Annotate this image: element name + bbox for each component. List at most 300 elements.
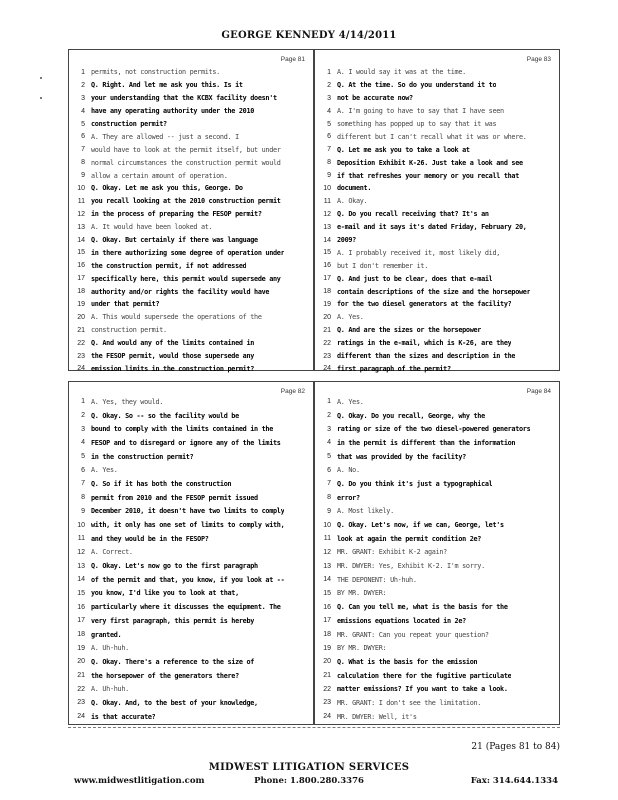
transcript-line <box>315 450 559 464</box>
line-number: 5 <box>327 120 331 128</box>
transcript-lines <box>69 66 313 375</box>
line-text: Q. Okay. Do you recall, George, why the <box>337 411 485 420</box>
transcript-line <box>315 587 559 601</box>
transcript-line <box>69 682 313 696</box>
line-number: 20 <box>77 658 85 666</box>
line-text: A. They are allowed -- just a second. I <box>91 132 239 141</box>
line-text: A. Uh-huh. <box>91 685 129 694</box>
line-number: 14 <box>323 236 331 244</box>
transcript-line <box>69 169 313 182</box>
line-text: matter emissions? If you want to take a look. <box>337 685 508 694</box>
line-number: 18 <box>77 288 85 296</box>
transcript-line <box>315 559 559 573</box>
transcript-line <box>315 182 559 195</box>
line-text: construction permit? <box>91 120 167 128</box>
line-text: would have to look at the permit itself, but under <box>91 145 281 154</box>
line-text: Q. And would any of the limits contained in <box>91 339 255 348</box>
line-number: 4 <box>81 107 85 115</box>
transcript-line <box>69 641 313 655</box>
transcript-line <box>69 600 313 614</box>
line-number: 21 <box>323 672 331 680</box>
transcript-header: GEORGE KENNEDY 4/14/2011 <box>221 30 397 41</box>
page-quadrant-81 <box>68 49 314 371</box>
margin-mark <box>40 97 42 99</box>
transcript-line <box>69 234 313 247</box>
line-text: bound to comply with the limits contained in the <box>91 425 274 434</box>
line-text: Q. So if it has both the construction <box>91 479 232 488</box>
line-text: Q. Okay. Let's now, if we can, George, let's <box>337 521 504 530</box>
line-number: 23 <box>77 352 85 360</box>
line-number: 6 <box>81 466 85 474</box>
line-text: ratings in the e-mail, which is K-26, are they <box>337 339 512 348</box>
transcript-line <box>315 130 559 143</box>
line-number: 11 <box>77 197 85 205</box>
transcript-line <box>69 587 313 601</box>
transcript-line <box>315 221 559 234</box>
line-text: very first paragraph, this permit is hereby <box>91 616 255 625</box>
line-text: A. I'm going to have to say that I have seen <box>337 107 504 116</box>
line-number: 15 <box>77 249 85 257</box>
transcript-line <box>69 573 313 587</box>
line-number: 16 <box>77 603 85 611</box>
line-text: Q. Do you think it's just a typographical <box>337 479 493 488</box>
transcript-line <box>315 337 559 350</box>
line-text: e-mail and it says it's dated Friday, February 20, <box>337 223 527 232</box>
line-number: 24 <box>323 713 331 721</box>
transcript-line <box>315 696 559 710</box>
line-text: A. Yes. <box>91 466 118 475</box>
line-text: different but I can't recall what it was or where. <box>337 132 527 141</box>
transcript-line <box>315 395 559 409</box>
line-number: 2 <box>327 81 331 89</box>
line-number: 23 <box>323 352 331 360</box>
transcript-line <box>315 600 559 614</box>
line-text: something has popped up to say that it was <box>337 120 497 128</box>
transcript-lines <box>315 66 559 375</box>
line-number: 2 <box>81 81 85 89</box>
line-number: 1 <box>327 398 331 406</box>
line-text: emissions equations located in 2e? <box>337 616 466 625</box>
line-text: MR. GRANT: I don't see the limitation. <box>337 698 482 707</box>
page-range: 21 (Pages 81 to 84) <box>471 742 560 752</box>
line-number: 16 <box>323 262 331 270</box>
transcript-line <box>69 130 313 143</box>
transcript-line <box>315 246 559 259</box>
line-text: A. Uh-huh. <box>91 644 129 653</box>
transcript-line <box>315 208 559 221</box>
line-text: MR. GRANT: Can you repeat your question? <box>337 630 489 639</box>
transcript-line <box>315 79 559 92</box>
transcript-line <box>315 92 559 105</box>
line-number: 10 <box>323 184 331 192</box>
line-text: particularly where it discusses the equipment. The <box>91 603 281 612</box>
line-number: 18 <box>77 631 85 639</box>
line-text: December 2010, it doesn't have two limits to comply <box>91 507 285 516</box>
line-number: 22 <box>77 339 85 347</box>
page-label: Page 83 <box>526 56 551 63</box>
line-number: 14 <box>77 236 85 244</box>
transcript-line <box>69 156 313 169</box>
transcript-line <box>69 350 313 363</box>
fax-number: Fax: 314.644.1334 <box>470 776 558 786</box>
line-number: 5 <box>81 453 85 461</box>
transcript-line <box>69 195 313 208</box>
transcript-line <box>315 143 559 156</box>
transcript-line <box>69 66 313 79</box>
transcript-line <box>69 118 313 131</box>
page-label: Page 81 <box>280 56 305 63</box>
line-number: 6 <box>81 133 85 141</box>
page-label: Page 82 <box>280 388 305 395</box>
transcript-line <box>315 259 559 272</box>
transcript-line <box>315 682 559 696</box>
website-link[interactable]: www.midwestlitigation.com <box>74 776 205 786</box>
line-text: but I don't remember it. <box>337 261 429 270</box>
line-number: 21 <box>323 326 331 334</box>
transcript-line <box>69 409 313 423</box>
transcript-line <box>315 350 559 363</box>
line-number: 2 <box>81 412 85 420</box>
line-text: your understanding that the KCBX facility doesn't <box>91 94 277 103</box>
line-text: Q. And are the sizes or the horsepower <box>337 326 482 335</box>
line-number: 10 <box>323 521 331 529</box>
line-number: 5 <box>327 453 331 461</box>
line-text: Q. Okay. So -- so the facility would be <box>91 411 239 420</box>
line-number: 1 <box>327 68 331 76</box>
transcript-line <box>69 208 313 221</box>
line-text: document. <box>337 184 372 193</box>
line-text: that was provided by the facility? <box>337 452 466 461</box>
footer-rule <box>68 727 560 728</box>
transcript-line <box>315 362 559 375</box>
transcript-line <box>315 669 559 683</box>
line-text: normal circumstances the construction permit would <box>91 158 281 167</box>
page-quadrant-82 <box>68 381 314 725</box>
transcript-line <box>315 409 559 423</box>
line-number: 12 <box>323 548 331 556</box>
line-text: permits, not construction permits. <box>91 68 220 77</box>
line-text: contain descriptions of the size and the horsepower <box>337 287 531 296</box>
line-text: construction permit. <box>91 326 167 335</box>
line-number: 21 <box>77 672 85 680</box>
line-text: MR. DWYER: Well, it's <box>337 712 417 721</box>
line-number: 9 <box>81 172 85 180</box>
line-number: 8 <box>81 494 85 502</box>
transcript-line <box>315 491 559 505</box>
line-text: THE DEPONENT: Uh-huh. <box>337 575 417 584</box>
line-number: 24 <box>323 365 331 373</box>
transcript-line <box>69 518 313 532</box>
transcript-line <box>69 272 313 285</box>
line-number: 12 <box>323 210 331 218</box>
line-number: 9 <box>81 507 85 515</box>
transcript-line <box>69 436 313 450</box>
line-number: 10 <box>77 521 85 529</box>
line-text: A. Yes. <box>337 313 364 322</box>
transcript-line <box>315 477 559 491</box>
transcript-line <box>315 573 559 587</box>
line-number: 3 <box>81 425 85 433</box>
line-number: 20 <box>77 313 85 321</box>
transcript-line <box>315 324 559 337</box>
line-number: 11 <box>77 535 85 543</box>
transcript-line <box>69 92 313 105</box>
line-text: Q. Can you tell me, what is the basis for the <box>337 603 508 612</box>
line-number: 7 <box>327 146 331 154</box>
line-number: 17 <box>323 617 331 625</box>
transcript-line <box>69 337 313 350</box>
line-number: 7 <box>81 146 85 154</box>
line-text: different than the sizes and description in the <box>337 352 516 361</box>
line-text: A. Most likely. <box>337 507 394 516</box>
transcript-line <box>315 118 559 131</box>
line-text: authority and/or rights the facility would have <box>91 287 270 296</box>
line-text: Deposition Exhibit K-26. Just take a look and see <box>337 158 523 167</box>
line-text: in the construction permit? <box>91 452 194 461</box>
line-number: 19 <box>77 644 85 652</box>
transcript-line <box>315 532 559 546</box>
line-text: under that permit? <box>91 300 160 309</box>
line-text: Q. Okay. And, to the best of your knowledge, <box>91 698 258 707</box>
line-number: 17 <box>323 275 331 283</box>
transcript-line <box>315 169 559 182</box>
line-number: 22 <box>323 339 331 347</box>
line-number: 13 <box>77 562 85 570</box>
transcript-line <box>315 518 559 532</box>
line-text: allow a certain amount of operation. <box>91 171 228 180</box>
line-text: MR. GRANT: Exhibit K-2 again? <box>337 548 447 557</box>
line-text: in the permit is different than the information <box>337 438 516 447</box>
line-number: 22 <box>323 685 331 693</box>
line-text: in there authorizing some degree of operation under <box>91 248 285 257</box>
line-number: 8 <box>327 159 331 167</box>
line-text: BY MR. DWYER: <box>337 644 387 653</box>
line-text: MR. DWYER: Yes, Exhibit K-2. I'm sorry. <box>337 562 485 571</box>
line-text: is that accurate? <box>91 712 156 721</box>
line-text: A. This would supersede the operations of the <box>91 313 262 322</box>
line-text: Q. What is the basis for the emission <box>337 657 478 666</box>
transcript-line <box>69 532 313 546</box>
transcript-line <box>315 311 559 324</box>
transcript-line <box>315 463 559 477</box>
line-text: Q. Do you recall receiving that? It's an <box>337 210 489 219</box>
line-text: Q. Okay. Let me ask you this, George. Do <box>91 184 243 193</box>
line-number: 18 <box>323 288 331 296</box>
transcript-line <box>69 105 313 118</box>
line-text: in the process of preparing the FESOP permit? <box>91 210 262 219</box>
line-text: of the permit and that, you know, if you look at -- <box>91 575 285 584</box>
line-number: 12 <box>77 548 85 556</box>
line-number: 5 <box>81 120 85 128</box>
line-number: 23 <box>323 699 331 707</box>
line-text: the construction permit, if not addressed <box>91 261 247 270</box>
line-number: 3 <box>327 425 331 433</box>
line-text: BY MR. DWYER: <box>337 589 387 598</box>
line-number: 15 <box>323 249 331 257</box>
line-number: 21 <box>77 326 85 334</box>
transcript-line <box>69 505 313 519</box>
line-text: A. Okay. <box>337 197 368 206</box>
line-text: you know, I'd like you to look at that, <box>91 589 239 598</box>
line-number: 16 <box>77 262 85 270</box>
transcript-line <box>315 546 559 560</box>
line-text: FESOP and to disregard or ignore any of the limits <box>91 438 281 447</box>
transcript-line <box>69 655 313 669</box>
transcript-line <box>315 105 559 118</box>
transcript-line <box>69 450 313 464</box>
line-number: 14 <box>77 576 85 584</box>
transcript-line <box>69 477 313 491</box>
transcript-lines <box>315 395 559 724</box>
transcript-line <box>69 259 313 272</box>
transcript-line <box>69 628 313 642</box>
line-number: 18 <box>323 631 331 639</box>
line-text: Q. And just to be clear, does that e-mail <box>337 274 493 283</box>
transcript-line <box>69 143 313 156</box>
line-number: 24 <box>77 365 85 373</box>
transcript-line <box>69 324 313 337</box>
line-text: error? <box>337 493 360 502</box>
transcript-line <box>69 285 313 298</box>
line-number: 20 <box>323 313 331 321</box>
line-number: 11 <box>323 197 331 205</box>
transcript-line <box>315 436 559 450</box>
transcript-line <box>69 463 313 477</box>
line-number: 4 <box>81 439 85 447</box>
line-number: 11 <box>323 535 331 543</box>
transcript-line <box>315 655 559 669</box>
line-number: 12 <box>77 210 85 218</box>
line-text: permit from 2010 and the FESOP permit issued <box>91 493 258 502</box>
transcript-line <box>69 710 313 724</box>
transcript-line <box>315 285 559 298</box>
transcript-line <box>69 614 313 628</box>
line-number: 3 <box>81 94 85 102</box>
line-text: if that refreshes your memory or you recall that <box>337 171 520 180</box>
line-number: 24 <box>77 713 85 721</box>
line-number: 6 <box>327 133 331 141</box>
line-text: you recall looking at the 2010 construction permit <box>91 197 281 206</box>
line-number: 15 <box>323 589 331 597</box>
margin-mark <box>40 77 42 79</box>
transcript-line <box>315 614 559 628</box>
transcript-line <box>69 669 313 683</box>
transcript-line <box>315 422 559 436</box>
transcript-line <box>69 182 313 195</box>
line-number: 13 <box>77 223 85 231</box>
line-number: 4 <box>327 107 331 115</box>
transcript-line <box>69 546 313 560</box>
line-number: 8 <box>327 494 331 502</box>
transcript-line <box>69 311 313 324</box>
transcript-line <box>69 221 313 234</box>
line-text: the horsepower of the generators there? <box>91 671 239 680</box>
company-name: MIDWEST LITIGATION SERVICES <box>208 762 410 773</box>
line-number: 1 <box>81 68 85 76</box>
line-text: look at again the permit condition 2e? <box>337 534 482 543</box>
line-number: 9 <box>327 172 331 180</box>
line-number: 20 <box>323 658 331 666</box>
line-number: 16 <box>323 603 331 611</box>
page-quadrant-83 <box>314 49 560 371</box>
transcript-line <box>69 79 313 92</box>
line-text: Q. Okay. Let's now go to the first paragraph <box>91 562 258 571</box>
line-text: Q. Let me ask you to take a look at <box>337 145 470 154</box>
line-text: Q. Right. And let me ask you this. Is it <box>91 81 243 90</box>
line-number: 23 <box>77 699 85 707</box>
line-number: 13 <box>323 223 331 231</box>
line-text: first paragraph of the permit? <box>337 364 451 373</box>
transcript-line <box>315 710 559 724</box>
line-number: 1 <box>81 398 85 406</box>
line-text: 2009? <box>337 236 356 245</box>
line-number: 17 <box>77 617 85 625</box>
transcript-line <box>69 422 313 436</box>
line-number: 19 <box>323 644 331 652</box>
transcript-line <box>315 298 559 311</box>
line-number: 6 <box>327 466 331 474</box>
line-text: A. I probably received it, most likely did, <box>337 248 501 257</box>
transcript-line <box>315 641 559 655</box>
transcript-lines <box>69 395 313 724</box>
transcript-line <box>315 628 559 642</box>
transcript-line <box>69 559 313 573</box>
phone-number: Phone: 1.800.280.3376 <box>254 776 364 786</box>
line-number: 7 <box>81 480 85 488</box>
line-text: the FESOP permit, would those supersede any <box>91 352 255 361</box>
line-number: 10 <box>77 184 85 192</box>
line-number: 13 <box>323 562 331 570</box>
line-text: A. It would have been looked at. <box>91 223 213 232</box>
line-number: 7 <box>327 480 331 488</box>
line-number: 19 <box>323 300 331 308</box>
transcript-line <box>69 395 313 409</box>
line-text: for the two diesel generators at the facility? <box>337 300 512 309</box>
transcript-line <box>69 362 313 375</box>
line-text: specifically here, this permit would supersede any <box>91 274 281 283</box>
line-text: have any operating authority under the 2010 <box>91 107 255 116</box>
line-number: 22 <box>77 685 85 693</box>
line-number: 14 <box>323 576 331 584</box>
line-text: calculation there for the fugitive particulate <box>337 671 512 680</box>
line-number: 17 <box>77 275 85 283</box>
transcript-line <box>315 156 559 169</box>
line-text: A. Yes. <box>337 397 364 406</box>
transcript-line <box>315 195 559 208</box>
line-text: A. Correct. <box>91 548 133 557</box>
transcript-line <box>315 234 559 247</box>
page-quadrant-84 <box>314 381 560 725</box>
transcript-line <box>69 246 313 259</box>
line-text: and they would be in the FESOP? <box>91 534 209 543</box>
line-number: 2 <box>327 412 331 420</box>
transcript-line <box>69 298 313 311</box>
transcript-line <box>69 696 313 710</box>
line-text: granted. <box>91 630 122 639</box>
line-text: Q. Okay. But certainly if there was language <box>91 236 258 245</box>
line-number: 19 <box>77 300 85 308</box>
transcript-line <box>315 66 559 79</box>
line-number: 4 <box>327 439 331 447</box>
line-text: emission limits in the construction permit? <box>91 364 255 373</box>
line-number: 8 <box>81 159 85 167</box>
line-text: A. No. <box>337 466 360 475</box>
line-number: 3 <box>327 94 331 102</box>
page-label: Page 84 <box>526 388 551 395</box>
line-number: 9 <box>327 507 331 515</box>
line-text: Q. At the time. So do you understand it to <box>337 81 497 90</box>
line-text: A. Yes, they would. <box>91 397 164 406</box>
